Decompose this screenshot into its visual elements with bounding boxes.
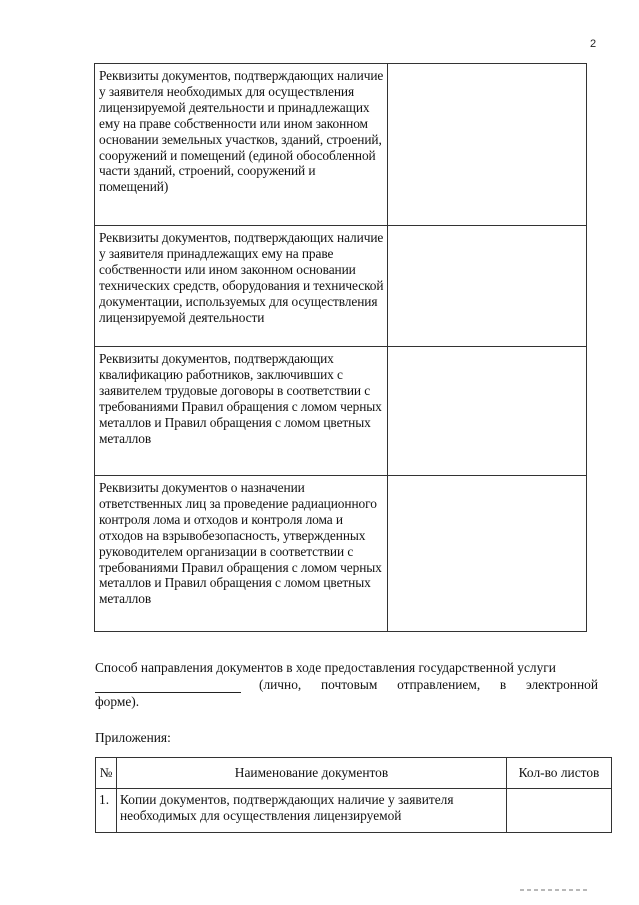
delivery-word: (лично, bbox=[259, 677, 302, 692]
table-row bbox=[95, 476, 587, 632]
table-header-row bbox=[96, 758, 612, 789]
delivery-method-ending: форме). bbox=[95, 694, 140, 709]
requisite-value-responsible[interactable] bbox=[388, 476, 587, 632]
attachment-number: 1. bbox=[96, 789, 117, 833]
scan-artifact bbox=[520, 889, 590, 891]
delivery-method bbox=[95, 659, 598, 710]
table-row bbox=[95, 226, 587, 347]
attachments-label: Приложения: bbox=[95, 730, 171, 745]
table-row bbox=[95, 347, 587, 476]
requisite-label-equipment: Реквизиты документов, подтверждающих наличие у заявителя принадлежащих ему на праве собственности или ином законном основании технических средств, оборудования и технической документации, используемых для осуществления лицензируемой деятельности bbox=[95, 226, 388, 347]
delivery-word: почтовым bbox=[320, 677, 378, 692]
requisite-value-equipment[interactable] bbox=[388, 226, 587, 347]
page-number: 2 bbox=[590, 38, 597, 50]
delivery-method-words bbox=[259, 676, 598, 693]
delivery-method-options bbox=[95, 676, 598, 693]
attachment-name: Копии документов, подтверждающих наличие у заявителя необходимых для осуществления лицензируемой bbox=[117, 789, 507, 833]
delivery-word: в bbox=[499, 677, 507, 692]
requisite-value-qualification[interactable] bbox=[388, 347, 587, 476]
table-row bbox=[96, 789, 612, 833]
attachment-count[interactable] bbox=[507, 789, 612, 833]
delivery-method-title: Способ направления документов в ходе предоставления государственной услуги bbox=[95, 660, 556, 675]
requisite-label-qualification: Реквизиты документов, подтверждающих квалификацию работников, заключивших с заявителем трудовые договоры в соответствии с требованиями Правил обращения с ломом черных металлов и Правил обращения с ломом цветных металлов bbox=[95, 347, 388, 476]
delivery-word: электронной bbox=[525, 677, 598, 692]
delivery-method-blank-field[interactable] bbox=[95, 679, 241, 693]
column-header-count: Кол-во листов bbox=[507, 758, 612, 789]
attachments-table bbox=[95, 757, 612, 833]
requisite-label-responsible: Реквизиты документов о назначении ответственных лиц за проведение радиационного контроля лома и отходов и контроля лома и отходов на взрывобезопасность, утвержденных руководителем организации в соответствии с требованиями Правил обращения с ломом черных металлов и Правил обращения с ломом цветных металлов bbox=[95, 476, 388, 632]
column-header-number: № bbox=[96, 758, 117, 789]
table-row bbox=[95, 64, 587, 226]
delivery-word: отправлением, bbox=[397, 677, 481, 692]
column-header-name: Наименование документов bbox=[117, 758, 507, 789]
requisite-value-land[interactable] bbox=[388, 64, 587, 226]
requisites-table bbox=[94, 63, 587, 632]
requisite-label-land: Реквизиты документов, подтверждающих наличие у заявителя необходимых для осуществления лицензируемой деятельности и принадлежащих ему на праве собственности или ином законном основании земельных участков, зданий, строений, сооружений и помещений (единой обособленной части зданий, строений, сооружений и помещений) bbox=[95, 64, 388, 226]
